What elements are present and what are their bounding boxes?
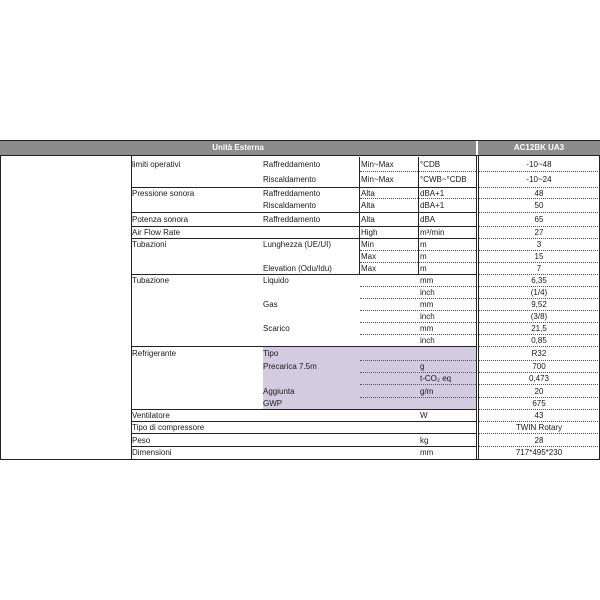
cell-cat: Tipo di compressore	[132, 423, 205, 432]
value-divider	[478, 198, 600, 199]
cell-value: 700	[532, 362, 546, 371]
cell-sub: Lunghezza (UE/UI)	[263, 240, 332, 249]
cell-unit: °CDB	[420, 160, 441, 169]
subrow-divider	[360, 286, 476, 287]
value-divider	[478, 171, 600, 172]
cell-value: (1/4)	[530, 288, 548, 297]
spec-table	[0, 140, 600, 460]
cell-unit: m	[420, 240, 427, 249]
header-border	[0, 155, 600, 156]
cell-cond: Alta	[361, 201, 375, 210]
cell-value: R32	[531, 349, 547, 358]
cell-sub: Liquido	[263, 276, 289, 285]
col-unit	[418, 157, 419, 274]
cell-sub: Aggiunta	[263, 386, 295, 396]
value-divider	[478, 409, 600, 410]
cell-value: 48	[534, 188, 544, 198]
cell-cat: Air Flow Rate	[132, 228, 181, 237]
subrow-divider	[360, 360, 476, 361]
value-divider	[478, 334, 600, 335]
value-divider	[478, 238, 600, 239]
subrow-divider	[360, 322, 476, 323]
table-header-left: Unità Esterna	[0, 140, 476, 155]
row-divider	[131, 421, 476, 422]
cell-value: -10~24	[526, 175, 552, 184]
cell-sub: Raffreddamento	[263, 160, 321, 169]
cell-cond: Max	[361, 264, 377, 273]
subrow-divider	[360, 334, 476, 335]
cell-sub: Tipo	[263, 349, 279, 358]
value-divider	[478, 226, 600, 227]
value-divider	[478, 250, 600, 251]
cell-sub: Raffreddamento	[263, 215, 321, 224]
subrow-divider	[360, 372, 476, 373]
cell-unit: inch	[420, 288, 435, 297]
cell-value: 43	[534, 411, 544, 420]
value-divider	[478, 360, 600, 361]
value-divider	[478, 446, 600, 447]
value-divider	[478, 262, 600, 263]
row-divider	[131, 274, 476, 275]
cell-unit: m³/min	[420, 228, 445, 237]
cell-value: 717*495*230	[515, 448, 563, 457]
value-divider	[478, 274, 600, 275]
cell-cat: Pressione sonora	[132, 188, 195, 198]
row-divider	[131, 446, 476, 447]
row-divider	[131, 226, 476, 227]
subrow-divider	[360, 384, 476, 385]
cell-value: 0,473	[528, 374, 550, 383]
cell-unit: kg	[420, 435, 429, 445]
top-border	[0, 140, 600, 141]
cell-cond: Min~Max	[361, 175, 394, 184]
cell-value: (3/8)	[530, 312, 548, 321]
value-divider	[478, 322, 600, 323]
value-divider	[478, 384, 600, 385]
cell-unit: m	[420, 264, 427, 273]
col-cond	[359, 157, 360, 274]
cell-value: TWIN Rotary	[515, 423, 563, 432]
cell-sub: Riscaldamento	[263, 175, 316, 184]
cell-unit: g	[420, 362, 425, 371]
cell-cat: Ventilatore	[132, 411, 170, 420]
value-divider	[478, 346, 600, 347]
cell-cat: Tubazione	[132, 276, 170, 285]
cell-cat: Dimensioni	[132, 448, 172, 457]
value-divider	[478, 298, 600, 299]
cell-cat: limiti operativi	[132, 160, 181, 169]
cell-unit: mm	[420, 448, 434, 457]
cell-unit: °CWB~°CDB	[420, 175, 467, 184]
cell-cat: Tubazioni	[132, 240, 167, 249]
cell-value: 28	[534, 435, 544, 445]
cell-sub: GWP	[263, 399, 283, 408]
cell-unit: inch	[420, 336, 435, 345]
cell-sub: Elevation (Odu/Idu)	[263, 264, 332, 273]
cell-value: 9,52	[531, 300, 547, 309]
cell-unit: W	[420, 411, 428, 420]
row-divider	[131, 433, 476, 434]
cell-value: 3	[536, 240, 542, 249]
value-divider	[478, 310, 600, 311]
cell-value: 27	[534, 228, 544, 237]
cell-cond: Max	[361, 252, 377, 261]
cell-cond: Min	[361, 240, 374, 249]
cell-value: 15	[534, 252, 544, 261]
col-split	[476, 155, 477, 459]
cell-cat: Refrigerante	[132, 349, 177, 358]
cell-cat: Peso	[132, 435, 151, 445]
col-value	[478, 155, 479, 459]
row-divider	[131, 212, 476, 213]
cell-cond: Alta	[361, 215, 375, 224]
cell-value: 65	[534, 215, 544, 224]
value-divider	[478, 433, 600, 434]
outer-left	[0, 155, 1, 459]
cell-unit: dBA+1	[420, 188, 445, 198]
cell-cond: Alta	[361, 188, 375, 198]
row-divider	[131, 238, 476, 239]
cell-value: 6,35	[531, 276, 547, 285]
cell-unit: mm	[420, 324, 434, 333]
cell-unit: mm	[420, 300, 434, 309]
cell-cond: High	[361, 228, 378, 237]
bottom-border	[0, 459, 600, 460]
cell-sub: Riscaldamento	[263, 201, 316, 210]
cell-value: 675	[532, 399, 546, 408]
subrow-divider	[360, 310, 476, 311]
value-divider	[478, 187, 600, 188]
cell-value: 0,85	[531, 336, 547, 345]
cell-unit: g/m	[420, 386, 434, 396]
row-divider	[131, 346, 476, 347]
subrow-divider	[360, 397, 476, 398]
value-divider	[478, 372, 600, 373]
cell-unit: inch	[420, 312, 435, 321]
cell-value: 21,5	[531, 324, 547, 333]
cell-sub: Raffreddamento	[263, 188, 321, 198]
cell-sub: Scarico	[263, 324, 290, 333]
value-divider	[478, 397, 600, 398]
cell-cat: Potenza sonora	[132, 215, 189, 224]
cell-unit: m	[420, 252, 427, 261]
cell-unit: t-CO₂ eq	[420, 374, 452, 383]
row-divider	[131, 409, 476, 410]
cell-unit: dBA+1	[420, 201, 445, 210]
cell-unit: mm	[420, 276, 434, 285]
cell-unit: dBA	[420, 215, 436, 224]
cell-value: 20	[534, 386, 544, 396]
row-divider	[131, 187, 476, 188]
subrow-divider	[360, 298, 476, 299]
cell-value: 50	[534, 201, 544, 210]
value-divider	[478, 286, 600, 287]
cell-sub: Precarica 7.5m	[263, 362, 317, 371]
table-header-right: AC12BK UA3	[478, 140, 600, 155]
cell-value: -10~48	[526, 160, 552, 169]
cell-sub: Gas	[263, 300, 278, 309]
value-divider	[478, 212, 600, 213]
value-divider	[478, 421, 600, 422]
col-cat	[131, 155, 132, 459]
cell-value: 7	[536, 264, 542, 273]
cell-cond: Min~Max	[361, 160, 394, 169]
